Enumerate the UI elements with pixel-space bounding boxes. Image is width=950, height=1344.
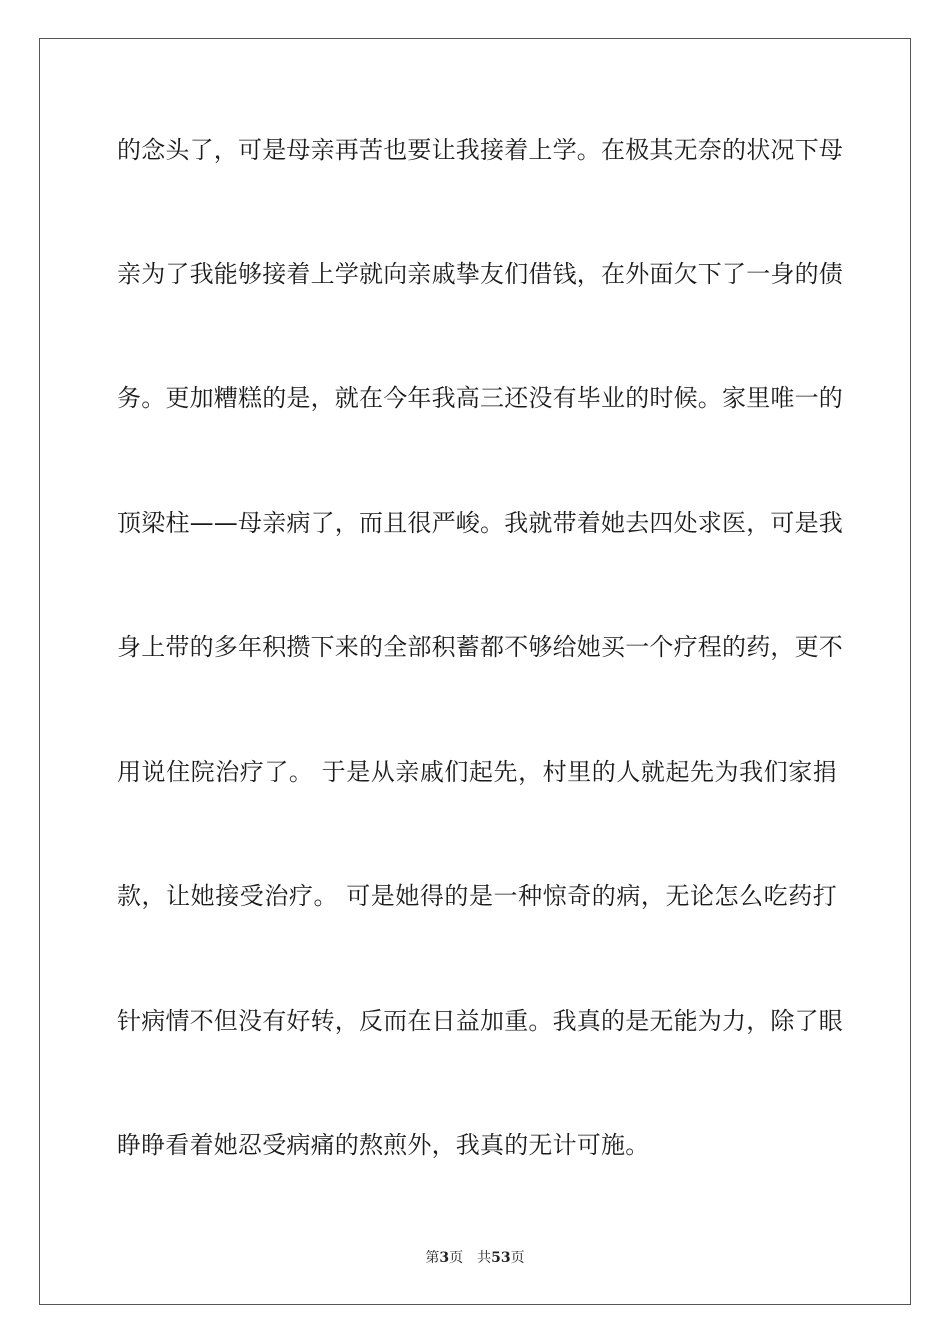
page-border: [39, 38, 911, 1305]
body-text-line-8: 针病情不但没有好转，反而在日益加重。我真的是无能为力，除了眼: [117, 1007, 843, 1035]
footer-total-suffix: 页: [510, 1250, 525, 1266]
footer-page-suffix: 页: [449, 1250, 464, 1266]
body-text-line-3: 务。更加糟糕的是，就在今年我高三还没有毕业的时候。家里唯一的: [117, 384, 843, 412]
body-text-line-1: 的念头了，可是母亲再苦也要让我接着上学。在极其无奈的状况下母: [117, 136, 843, 164]
body-text-line-5: 身上带的多年积攒下来的全部积蓄都不够给她买一个疗程的药，更不: [117, 633, 843, 661]
body-text-line-9: 睁睁看着她忍受病痛的熬煎外，我真的无计可施。: [117, 1131, 650, 1159]
body-text-line-6: 用说住院治疗了。 于是从亲戚们起先，村里的人就起先为我们家捐: [117, 758, 837, 786]
body-text-line-7: 款，让她接受治疗。 可是她得的是一种惊奇的病，无论怎么吃药打: [117, 882, 837, 910]
page-footer: [0, 1249, 950, 1267]
footer-total-prefix: 共: [477, 1250, 492, 1266]
footer-total-pages: 53: [491, 1250, 511, 1266]
footer-page-number: 3: [439, 1250, 450, 1266]
body-text-line-4: 顶梁柱——母亲病了，而且很严峻。我就带着她去四处求医，可是我: [117, 509, 843, 537]
body-text-line-2: 亲为了我能够接着上学就向亲戚挚友们借钱，在外面欠下了一身的债: [117, 260, 843, 288]
footer-page-prefix: 第: [425, 1250, 440, 1266]
